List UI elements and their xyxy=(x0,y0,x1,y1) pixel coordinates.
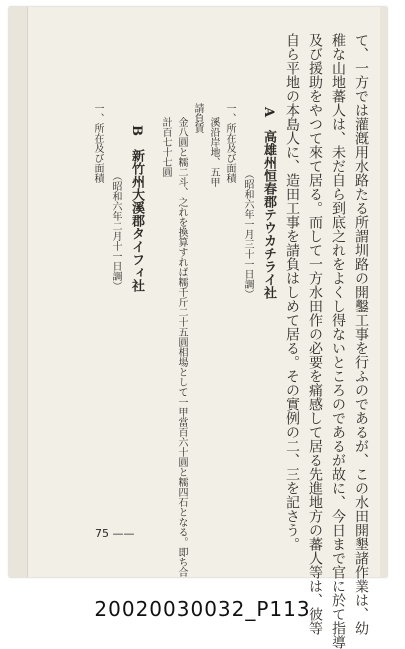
section-a-location-value: 溪沿岸地、五甲 xyxy=(208,117,219,187)
section-a-item-location: 一、所在及び面積 xyxy=(224,103,235,183)
text-line-3: 及び援助をやつて來て居る。而して一方水田作の必要を痛感して居る先進地方の蕃人等は、彼等 xyxy=(307,33,323,635)
section-b-date: （昭和六年二月十一日調） xyxy=(110,171,121,291)
section-a-heading: A 高雄州恒春郡テウカチライ社 xyxy=(261,107,276,300)
image-caption: 20020030032_P113 xyxy=(94,597,311,621)
section-a-item-fee: 請負賃 xyxy=(192,103,203,133)
section-b-heading: B 新竹州大溪郡タイフィ社 xyxy=(129,125,144,292)
text-line-4: 自ら平地の本島人に、造田工事を請負はしめて居る。その實例の二、三を記さう。 xyxy=(284,33,300,551)
section-b-item-location: 一、所在及び面積 xyxy=(92,103,103,183)
page-number: 75 —— xyxy=(95,527,135,540)
text-line-1: て、一方では灌漑用水路たる所謂圳路の開鑿工事を行ふのであるが、この水田開墾諸作業は、幼 xyxy=(353,33,369,635)
section-a-total: 計百七十七圓 xyxy=(160,117,171,177)
section-a-date: （昭和六年一月三十一日調） xyxy=(242,169,253,299)
text-line-2: 稚な山地蕃人は、未だ自ら到底之れをよくし得ないところのであるが故に、今日まで官に於て指導 xyxy=(330,33,346,649)
section-a-fee-value: 金八圓と糯二斗、之れを換算すれば糯千斤二十五圓相場として一甲當百六十圓と糯四石となる。即ち合 xyxy=(176,117,187,577)
